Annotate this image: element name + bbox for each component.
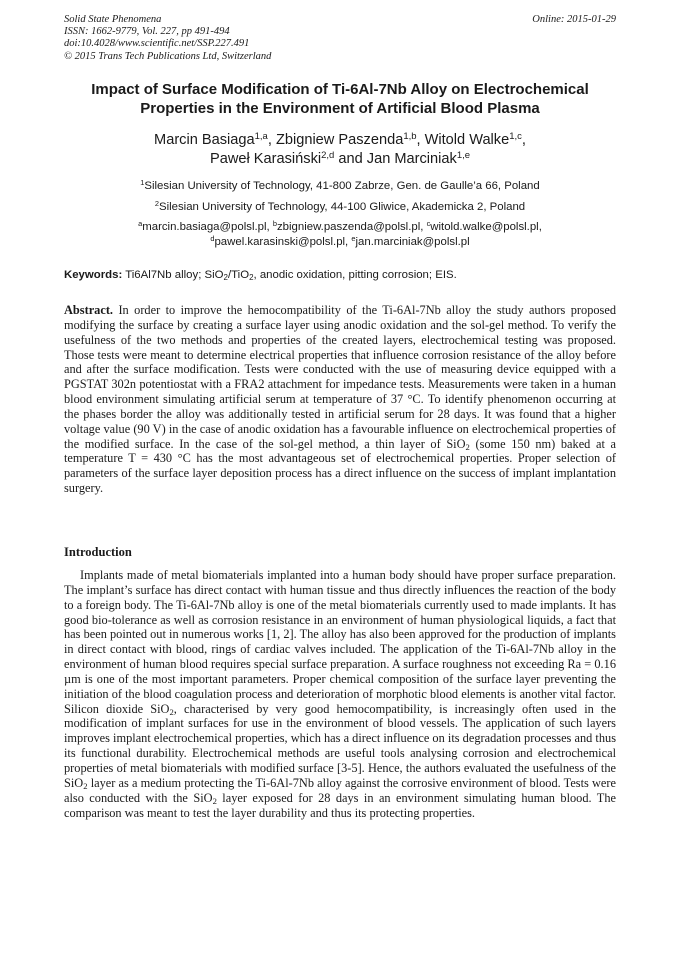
title-line-1: Impact of Surface Modification of Ti-6Al-7Nb Alloy on Electrochemical — [91, 81, 589, 98]
subscript: 2 — [212, 795, 217, 806]
author-name: Jan Marciniak — [366, 151, 457, 167]
subscript: 2 — [249, 272, 254, 282]
journal-header — [64, 14, 271, 63]
online-date: Online: 2015-01-29 — [532, 14, 616, 25]
keywords-text: , anodic oxidation, pitting corrosion; EIS. — [253, 269, 457, 281]
author-list — [64, 131, 616, 169]
affiliation-2 — [64, 200, 616, 214]
email-address[interactable]: zbigniew.paszenda@polsl.pl, — [276, 221, 427, 233]
intro-text: layer as a medium protecting the Ti-6Al-7Nb alloy against the corrosive environment of blood. Tests were also conducted with the SiO — [64, 775, 616, 805]
email-mark: b — [272, 218, 277, 228]
intro-text: layer exposed for 28 days in an environment simulating human blood. The comparison was meant to test the layer durability and thus its protecting properties. — [64, 790, 617, 820]
introduction-paragraph — [64, 568, 616, 820]
author-affiliation-mark: 2,d — [321, 149, 335, 161]
author-separator: , — [267, 132, 276, 148]
keywords-text: Ti6Al7Nb alloy; SiO — [122, 269, 224, 281]
author-affiliation-mark: 1,e — [456, 149, 470, 161]
abstract-text: (some 150 nm) baked at a temperature T = 430 °C has the most advantageous set of electrochemical properties. Proper selection of parameters of the surface layer deposition process has a direct influence on the success of implant implantation surgery. — [64, 436, 616, 496]
email-line-2 — [64, 235, 616, 250]
keywords-line — [64, 268, 616, 282]
author-name: Witold Walke — [424, 132, 510, 148]
email-mark: e — [351, 233, 356, 243]
author-affiliation-mark: 1,c — [509, 130, 522, 142]
email-address[interactable]: witold.walke@polsl.pl, — [430, 221, 542, 233]
affiliation-1 — [64, 179, 616, 193]
author-name: Paweł Karasiński — [210, 151, 322, 167]
author-name: Zbigniew Paszenda — [275, 132, 404, 148]
affiliation-mark: 2 — [154, 198, 159, 208]
issn-line: ISSN: 1662-9779, Vol. 227, pp 491-494 — [64, 26, 230, 38]
author-line-2 — [64, 150, 616, 169]
author-affiliation-mark: 1,a — [254, 130, 268, 142]
email-address[interactable]: pawel.karasinski@polsl.pl, — [214, 235, 352, 248]
subscript: 2 — [465, 441, 470, 452]
copyright-line: © 2015 Trans Tech Publications Ltd, Switzerland — [64, 50, 272, 62]
abstract-label: Abstract. — [64, 303, 114, 317]
affiliation-text: Silesian University of Technology, 41-800 Zabrze, Gen. de Gaulle’a 66, Poland — [144, 180, 540, 192]
subscript: 2 — [83, 780, 88, 791]
affiliation-text: Silesian University of Technology, 44-100 Gliwice, Akademicka 2, Poland — [158, 201, 526, 213]
email-address[interactable]: jan.marciniak@polsl.pl — [355, 235, 470, 248]
author-separator: and — [334, 151, 367, 167]
author-separator: , — [521, 132, 526, 148]
introduction-heading: Introduction — [64, 545, 132, 559]
title-line-2: Properties in the Environment of Artificial Blood Plasma — [140, 100, 540, 117]
email-mark: d — [210, 233, 215, 243]
subscript: 2 — [223, 272, 228, 282]
intro-text: , characterised by very good hemocompatibility, is increasingly often used in the modification of implant surfaces for use in the environment of blood vessels. The application of such layers improves implant electrochemical properties, which has a direct influence on its degradation processes and thus its functional durability. Electrochemical methods are useful tools analysing corrosion and electrochemical properties of metal biomaterials with modified surface [3-5]. Hence, the authors evaluated the usefulness of the SiO — [64, 701, 616, 790]
paper-title — [64, 80, 616, 118]
intro-text: Implants made of metal biomaterials implanted into a human body should have proper surface preparation. The implant’s surface has direct contact with human tissue and thus directly influences the reaction of the body to a foreign body. The Ti-6Al-7Nb alloy is one of the metal biomaterials currently used to made implants. It has good bio-tolerance as well as corrosion resistance in an environment of human physiological liquids, a fact that has been pointed out in numerous works [1, 2]. The alloy has also been approved for the production of implants in direct contact with blood, rings of cardiac valves included. The application of the Ti-6Al-7Nb alloy in the environment of human blood requires special surface preparation. A surface roughness not exceeding Ra = 0.16 µm is one of the most important parameters. Proper chemical composition of the surface layer preventing the initiation of the blood coagulation process and deterioration of morphotic blood elements is another vital factor. Silicon dioxide SiO — [64, 568, 616, 716]
email-address[interactable]: marcin.basiaga@polsl.pl, — [142, 221, 273, 233]
author-name: Marcin Basiaga — [154, 132, 255, 148]
abstract-text: In order to improve the hemocompatibility of the Ti-6Al-7Nb alloy the study authors proposed modifying the surface by creating a surface layer using anodic oxidation and the sol-gel method. To verify the usefulness of the two methods and properties of the created layers, electrochemical testing was proposed. Those tests were meant to determine electrical properties that influence corrosion resistance of the alloy before and after the surface modification. Tests were conducted with the use of measuring device equipped with a PGSTAT 302n potentiostat with a FRA2 attachment for impedance tests. Measurements were taken in a human blood environment simulating artificial serum at temperature of 37 °C. To identify phenomenon occurring at the phases border the alloy was additionally tested in artificial serum for 28 days. It was found that a higher voltage value (90 V) in the case of anodic oxidation has a favourable influence on electrochemical properties of the modified surface. In the case of the sol-gel method, a thin layer of SiO — [64, 303, 616, 451]
email-mark: c — [426, 218, 431, 228]
abstract-paragraph — [64, 303, 616, 496]
email-list — [64, 220, 616, 249]
affiliation-mark: 1 — [140, 177, 145, 187]
email-line-1 — [64, 220, 616, 235]
keywords-label: Keywords: — [64, 269, 123, 281]
author-separator: , — [416, 132, 425, 148]
author-affiliation-mark: 1,b — [403, 130, 417, 142]
subscript: 2 — [169, 706, 174, 717]
journal-name: Solid State Phenomena — [64, 14, 162, 25]
author-line-1 — [64, 131, 616, 150]
keywords-text: /TiO — [227, 269, 250, 281]
doi-line: doi:10.4028/www.scientific.net/SSP.227.491 — [64, 38, 250, 50]
email-mark: a — [138, 218, 143, 228]
